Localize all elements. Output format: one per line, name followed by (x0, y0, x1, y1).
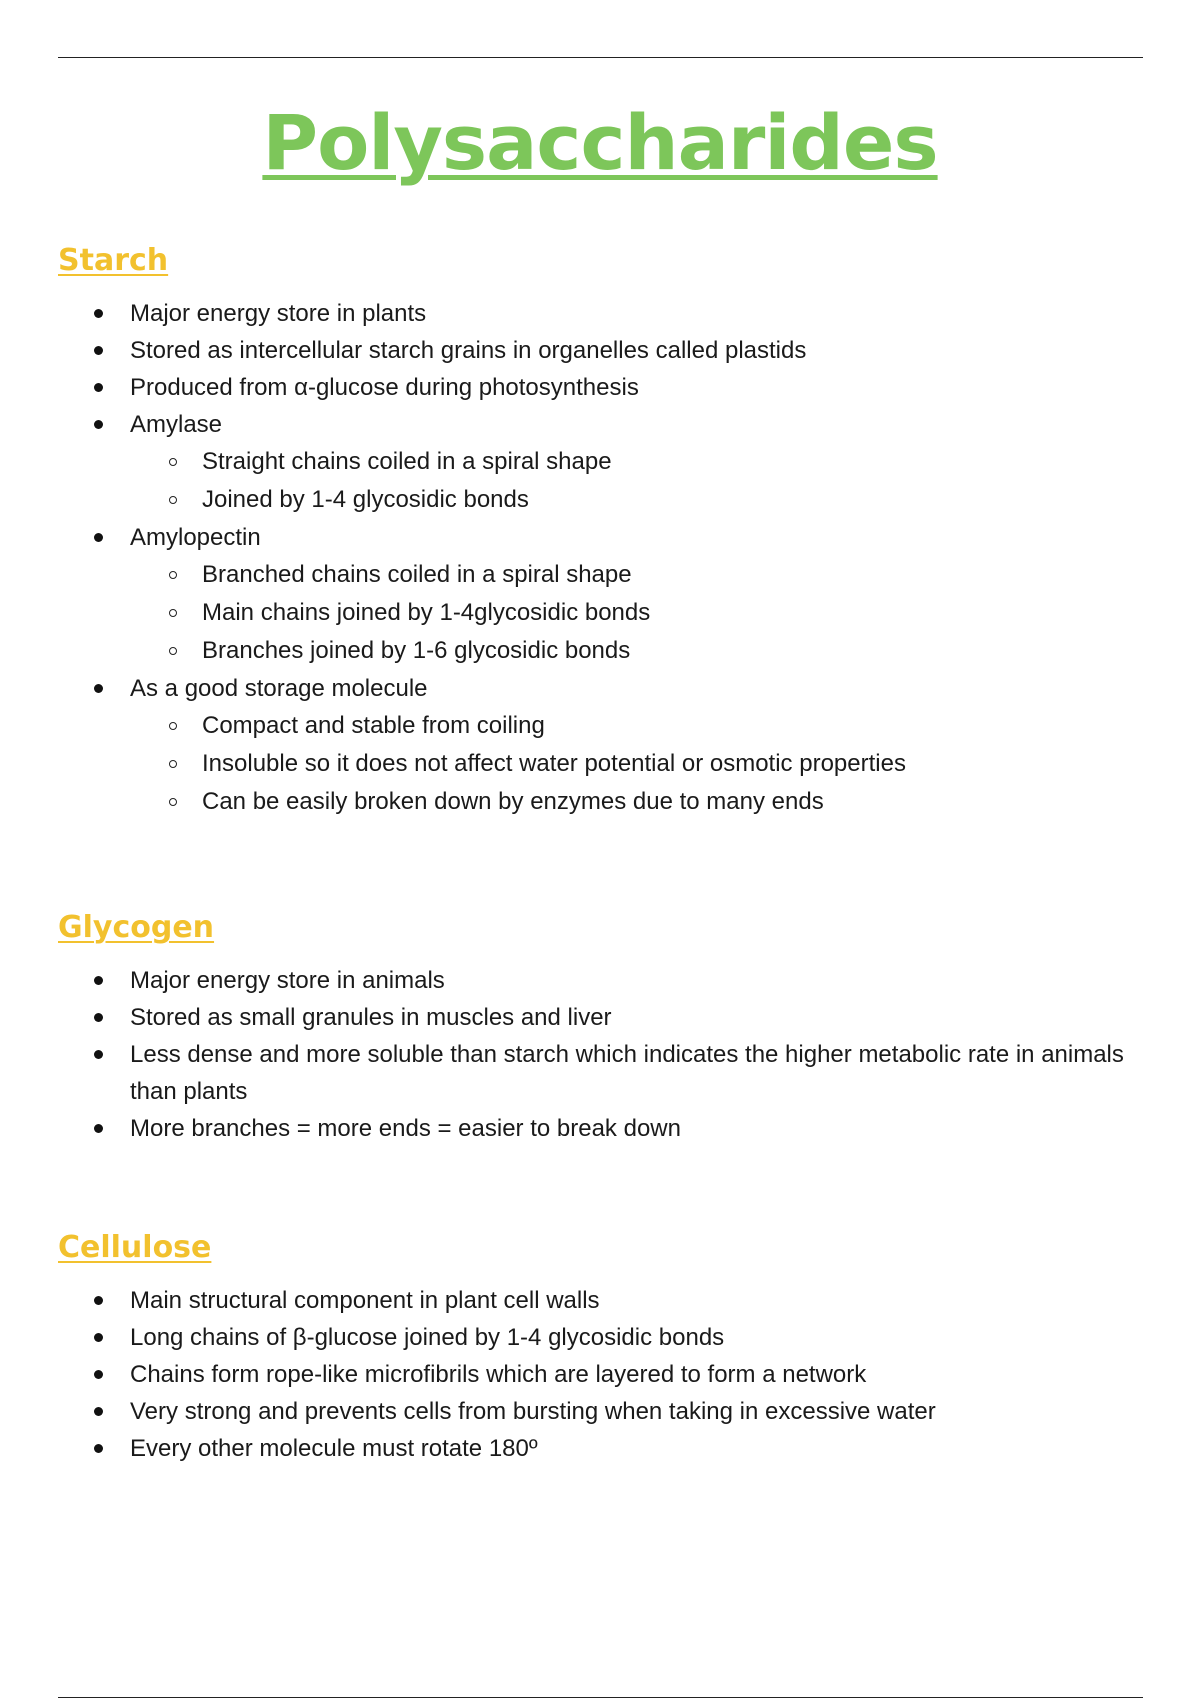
list-item: Major energy store in plants (58, 295, 1148, 332)
hollow-bullet-icon (169, 647, 177, 655)
hollow-bullet-icon (169, 798, 177, 806)
bullet-list (58, 1282, 1148, 1467)
sub-list-item: Branched chains coiled in a spiral shape (130, 556, 1148, 594)
sub-list-item: Joined by 1-4 glycosidic bonds (130, 481, 1148, 519)
section-cellulose (58, 1228, 1148, 1467)
sub-list-item: Main chains joined by 1-4glycosidic bonds (130, 594, 1148, 632)
hollow-bullet-icon (169, 496, 177, 504)
hollow-bullet-icon (169, 571, 177, 579)
sub-list-item: Branches joined by 1-6 glycosidic bonds (130, 632, 1148, 670)
list-item: Produced from α-glucose during photosynthesis (58, 369, 1148, 406)
list-item: Amylase Straight chains coiled in a spiral shape Joined by 1-4 glycosidic bonds (58, 406, 1148, 519)
hollow-bullet-icon (169, 609, 177, 617)
bullet-icon (94, 346, 103, 355)
sub-list (130, 556, 1148, 670)
list-item: Less dense and more soluble than starch which indicates the higher metabolic rate in animals than plants (58, 1036, 1148, 1110)
sub-list (130, 707, 1148, 821)
list-item: Major energy store in animals (58, 962, 1148, 999)
bullet-icon (94, 383, 103, 392)
bullet-icon (94, 1407, 103, 1416)
bullet-list (58, 295, 1148, 821)
bullet-icon (94, 1370, 103, 1379)
list-item: Stored as intercellular starch grains in organelles called plastids (58, 332, 1148, 369)
hollow-bullet-icon (169, 722, 177, 730)
bullet-icon (94, 1296, 103, 1305)
top-rule (58, 57, 1143, 58)
list-item: More branches = more ends = easier to break down (58, 1110, 1148, 1147)
list-item: As a good storage molecule Compact and stable from coiling Insoluble so it does not affect water potential or osmotic properties Can be easily broken down by enzymes due to many ends (58, 670, 1148, 821)
bullet-icon (94, 1124, 103, 1133)
bullet-icon (94, 420, 103, 429)
sub-list-item: Can be easily broken down by enzymes due to many ends (130, 783, 1148, 821)
list-item: Chains form rope-like microfibrils which are layered to form a network (58, 1356, 1148, 1393)
hollow-bullet-icon (169, 458, 177, 466)
bullet-icon (94, 1444, 103, 1453)
bullet-icon (94, 1333, 103, 1342)
section-heading: Cellulose (58, 1230, 212, 1265)
bullet-icon (94, 976, 103, 985)
sub-list-item: Compact and stable from coiling (130, 707, 1148, 745)
sub-list-item: Straight chains coiled in a spiral shape (130, 443, 1148, 481)
section-glycogen (58, 908, 1148, 1147)
page-title: Polysaccharides (262, 97, 938, 187)
list-item: Stored as small granules in muscles and liver (58, 999, 1148, 1036)
list-item: Every other molecule must rotate 180º (58, 1430, 1148, 1467)
bullet-icon (94, 684, 103, 693)
section-heading: Glycogen (58, 910, 215, 945)
bullet-list (58, 962, 1148, 1147)
hollow-bullet-icon (169, 760, 177, 768)
list-item: Long chains of β-glucose joined by 1-4 glycosidic bonds (58, 1319, 1148, 1356)
bullet-icon (94, 533, 103, 542)
sub-list (130, 443, 1148, 519)
bullet-icon (94, 309, 103, 318)
sub-list-item: Insoluble so it does not affect water potential or osmotic properties (130, 745, 1148, 783)
section-starch (58, 241, 1148, 821)
bullet-icon (94, 1013, 103, 1022)
section-heading: Starch (58, 243, 169, 278)
bullet-icon (94, 1050, 103, 1059)
list-item: Main structural component in plant cell walls (58, 1282, 1148, 1319)
list-item: Amylopectin Branched chains coiled in a spiral shape Main chains joined by 1-4glycosidic bonds Branches joined by 1-6 glycosidic bonds (58, 519, 1148, 670)
bottom-rule (58, 1697, 1143, 1698)
list-item: Very strong and prevents cells from bursting when taking in excessive water (58, 1393, 1148, 1430)
